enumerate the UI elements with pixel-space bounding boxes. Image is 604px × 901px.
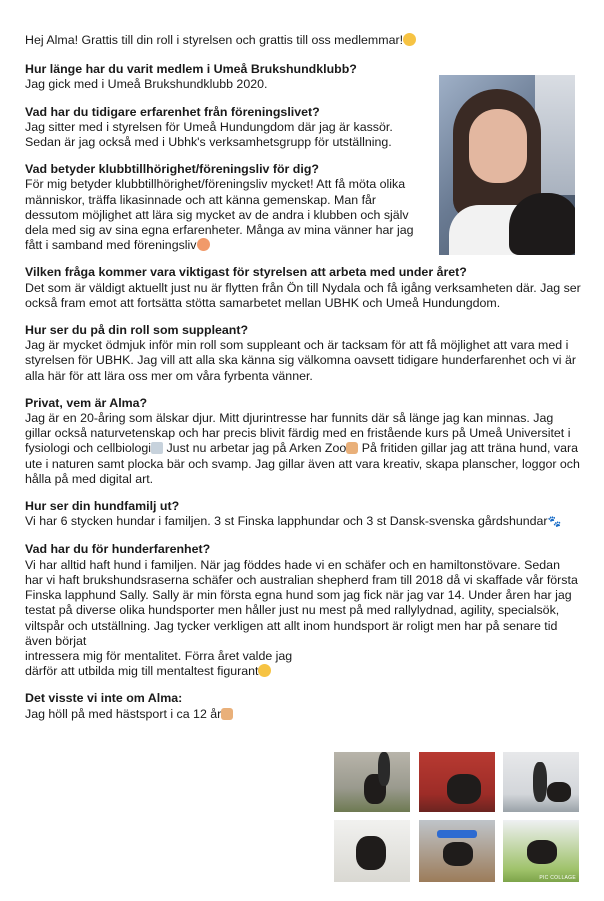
paw-prints-emoji-icon: 🐾 <box>547 516 562 529</box>
portrait-photo <box>439 75 575 255</box>
microscope-emoji-icon <box>151 442 163 454</box>
question-club-meaning: Vad betyder klubbtillhörighet/föreningsliv för dig? <box>25 162 319 177</box>
answer-dog-experience-cont-2 <box>25 664 317 679</box>
person-legs <box>378 752 390 786</box>
dog-silhouette <box>447 774 481 804</box>
collage-photo-2 <box>419 752 495 812</box>
answer-membership: Jag gick med i Umeå Brukshundklubb 2020. <box>25 77 268 92</box>
answer-club-meaning <box>25 177 425 253</box>
answer-private-text-3: På fritiden gillar jag att träna hund, vara ute i naturen samt plocka bär och svamp. Jag gillar även att vara kreativ, skapa planscher, loggor och hålla på med digital art. <box>25 441 580 486</box>
answer-substitute-role: Jag är mycket ödmjuk inför min roll som suppleant och är tacksam för att få möjlighet att vara med i styrelsen för UBHK. Jag vill att alla ska känna sig välkomna oavsett tidigare hunderfarenhet och vi är alla här för att lära oss mer om våra fyrbenta vänner. <box>25 338 576 383</box>
dog-silhouette <box>356 836 386 870</box>
collage-caption: PIC COLLAGE <box>539 875 576 881</box>
collage-photo-3 <box>503 752 579 812</box>
answer-private <box>25 411 581 487</box>
question-experience: Vad har du tidigare erfarenhet från föreningslivet? <box>25 104 320 119</box>
intro-line: Hej Alma! Grattis till din roll i styrelsen och grattis till oss medlemmar! <box>25 33 404 47</box>
answer-club-meaning-text: För mig betyder klubbtillhörighet/föreningsliv mycket! Att få möta olika människor, träffa likasinnade och att känna gemenskap. Man får dessutom möjlighet att lära sig mycket av de andra i klubben och själv dela med sig av sina egna erfarenheter. Många av mina vänner har jag fått i samband med föreningsliv <box>25 177 414 253</box>
question-membership: Hur länge har du varit medlem i Umeå Brukshundklubb? <box>25 62 357 77</box>
portrait-dog <box>509 193 575 255</box>
dog-silhouette <box>527 840 557 864</box>
answer-dog-family-text: Vi har 6 stycken hundar i familjen. 3 st Finska lapphundar och 3 st Dansk-svenska gårdshundar <box>25 514 548 529</box>
answer-dog-family <box>25 514 581 530</box>
portrait-building <box>535 75 575 195</box>
answer-board-priority: Det som är väldigt aktuellt just nu är flytten från Ön till Nydala och få igång verksamheten där. Jag ser också fram emot att fortsätta stötta samarbetet mellan UBHK och Umeå Hundungdom. <box>25 280 581 310</box>
person-silhouette <box>533 762 547 802</box>
question-substitute-role: Hur ser du på din roll som suppleant? <box>25 323 249 338</box>
answer-dog-experience-cont-1: intressera mig för mentalitet. Förra året valde jag <box>25 648 293 663</box>
heart-face-emoji-icon <box>197 238 210 251</box>
agility-bar <box>437 830 477 838</box>
question-fun-fact: Det visste vi inte om Alma: <box>25 691 183 706</box>
question-private: Privat, vem är Alma? <box>25 395 148 410</box>
collage-photo-1 <box>334 752 410 812</box>
answer-private-text-2: Just nu arbetar jag på Arken Zoo <box>163 441 347 456</box>
question-dog-experience: Vad har du för hunderfarenhet? <box>25 542 211 557</box>
smile-emoji-icon <box>403 33 416 46</box>
answer-private-text-1: Jag är en 20-åring som älskar djur. Mitt djurintresse har funnits där så länge jag kan minnas. Jag gillar också naturvetenskap och har precis blivit färdig med en fristående kurs på Umeå Universitet i fysiologi och cellbiologi <box>25 411 571 456</box>
collage-photo-6 <box>503 820 579 882</box>
dog-cat-emoji-icon <box>346 442 358 454</box>
smile-emoji-icon-2 <box>258 664 271 677</box>
dog-silhouette <box>547 782 571 802</box>
answer-experience: Jag sitter med i styrelsen för Umeå Hundungdom där jag är kassör. Sedan är jag också med i Ubhk's verksamhetsgrupp för utställning. <box>25 119 393 150</box>
dog-silhouette <box>443 842 473 866</box>
answer-dog-experience: Vi har alltid haft hund i familjen. När jag föddes hade vi en schäfer och en hamiltonstövare. Sedan har vi haft brukshundsraserna schäfer och australian shepherd fram till 2018 då vi skaffade vår första Finska lapphund Sally. Sally är min första egna hund som jag fick när jag var 14. Under åren har jag testat på diverse olika hundsporter men håller just nu mest på med rallylydnad, agility, specialsök, viltspår och utställning. Jag tycker verkligen att allt inom hundsport är roligt men har på senare tid även börjat <box>25 557 578 648</box>
horse-emoji-icon <box>221 708 233 720</box>
collage-photo-5 <box>419 820 495 882</box>
portrait-face <box>469 109 527 183</box>
question-board-priority: Vilken fråga kommer vara viktigast för styrelsen att arbeta med under året? <box>25 265 467 280</box>
intro-text <box>25 33 581 48</box>
answer-fun-fact-text: Jag höll på med hästsport i ca 12 år <box>25 706 222 721</box>
question-dog-family: Hur ser din hundfamilj ut? <box>25 499 180 514</box>
collage-photo-4 <box>334 820 410 882</box>
answer-dog-experience-cont-2-text: därför att utbilda mig till mentaltest figurant <box>25 664 259 679</box>
answer-fun-fact <box>25 707 317 722</box>
